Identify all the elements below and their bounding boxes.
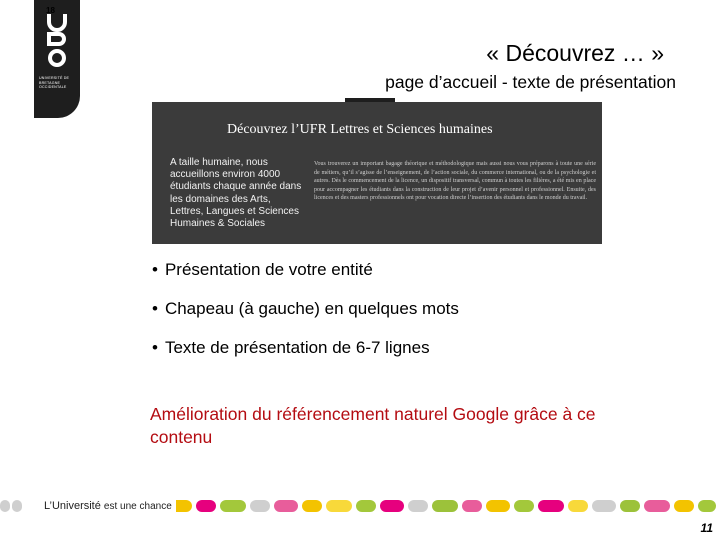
decorative-dot — [462, 500, 482, 512]
footer-slogan-part1: L’Université — [44, 500, 104, 512]
decorative-dot — [644, 500, 670, 512]
decorative-dot — [514, 500, 534, 512]
homepage-screenshot — [152, 102, 602, 244]
decorative-dot — [538, 500, 564, 512]
logo-tagline: UNIVERSITÉ DE BRETAGNE OCCIDENTALE — [39, 76, 70, 89]
slide-title: « Découvrez … » — [486, 40, 664, 66]
bullet-text: Chapeau (à gauche) en quelques mots — [164, 299, 459, 318]
bullet-item: • Chapeau (à gauche) en quelques mots — [152, 299, 459, 318]
bullet-text: Présentation de votre entité — [164, 260, 373, 279]
decorative-dot — [432, 500, 458, 512]
decorative-dot — [356, 500, 376, 512]
decorative-dot — [220, 500, 246, 512]
logo-superscript: 18 — [46, 6, 55, 15]
decorative-dot — [250, 500, 270, 512]
decorative-dot — [486, 500, 510, 512]
page-number: 11 — [700, 521, 713, 535]
slide-subtitle: page d’accueil - texte de présentation — [385, 72, 676, 92]
seo-highlight-text: Amélioration du référencement naturel Google grâce à ce contenu — [150, 404, 596, 447]
decorative-dot — [196, 500, 216, 512]
decorative-dot — [380, 500, 404, 512]
screenshot-body-text: Vous trouverez un important bagage théorique et méthodologique mais aussi nous vous préparons à toute une série de métiers, qu’il s’agisse de l’enseignement, de l’action sociale, du commerce international, ou de la psychologie et autres. Dès le commencement de la licence, un dispositif transversal, commun à toutes les filières, a été mis en place pour accompagner les étudiants dans la construction de leur projet d’avenir personnel et professionnel. Ensuite, des licences et des masters professionnels ont pour vocation directe l’insertion des étudiants dans le monde du travail. — [314, 161, 596, 202]
decorative-dot — [0, 500, 10, 512]
decorative-dot — [568, 500, 588, 512]
bullet-item: • Présentation de votre entité — [152, 260, 373, 279]
bullet-list — [152, 259, 459, 376]
screenshot-heading: Découvrez l’UFR Lettres et Sciences humaines — [227, 122, 493, 137]
footer-slogan — [40, 497, 176, 515]
decorative-dot — [592, 500, 616, 512]
decorative-dot — [698, 500, 716, 512]
decorative-dot — [674, 500, 694, 512]
footer-slogan-part2: est une chance — [103, 501, 172, 512]
screenshot-chapeau: A taille humaine, nous accueillons environ 4000 étudiants chaque année dans les domaines des Arts, Lettres, Langues et Sciences Humaines & Sociales — [170, 157, 302, 230]
decorative-dot — [408, 500, 428, 512]
decorative-dot — [620, 500, 640, 512]
decorative-dot — [12, 500, 22, 512]
decorative-dot — [274, 500, 298, 512]
bullet-text: Texte de présentation de 6-7 lignes — [164, 338, 430, 357]
bullet-item: • Texte de présentation de 6-7 lignes — [152, 338, 430, 357]
decorative-dot — [302, 500, 322, 512]
ubo-logo-glyph — [46, 12, 68, 68]
decorative-dot — [326, 500, 352, 512]
ubo-logo — [34, 0, 80, 118]
